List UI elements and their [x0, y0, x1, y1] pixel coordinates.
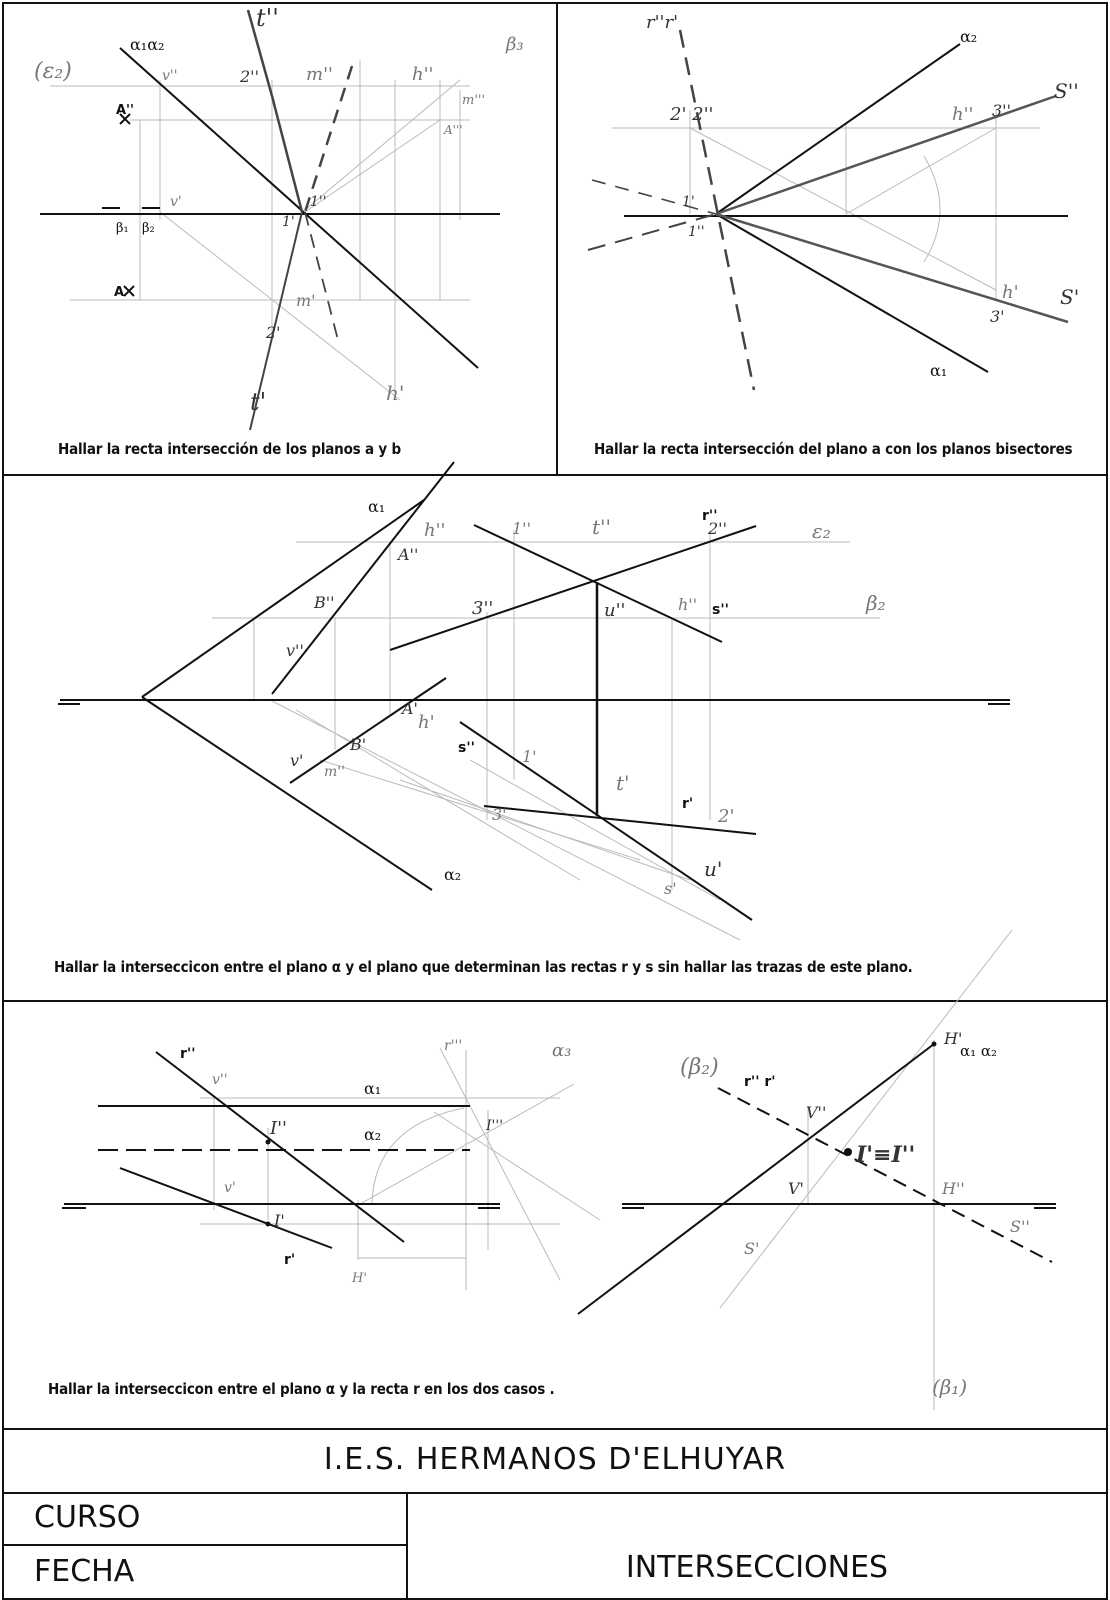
ex1-label-A3: A''': [444, 123, 463, 137]
ex1-label-p2a: 2'': [240, 67, 259, 86]
ex3-label-s1: s': [664, 879, 677, 898]
ex1-label-b1: β₁: [116, 221, 129, 236]
ex3-label-m: m'': [324, 764, 345, 780]
ex3-label-r1: r': [682, 796, 694, 812]
ex4-label-rr: r'' r': [744, 1074, 776, 1090]
ex3-label-t1: t': [616, 771, 630, 795]
ex3-label-p2a: 2'': [708, 519, 727, 538]
ex1-label-v2: v'': [162, 68, 178, 84]
ex2-label-a1: α₁: [930, 361, 948, 380]
ex4-label-v2: v'': [212, 1072, 228, 1088]
ex3-label-e2: ε₂: [812, 519, 831, 543]
ex1-label-h2: h'': [412, 64, 434, 85]
ex1-label-h1: h': [386, 381, 405, 405]
ex1-label-b2: β₂: [142, 221, 155, 236]
ex2-label-p1b: 1'': [688, 224, 705, 240]
ex1-label-p2b: 2': [266, 323, 281, 342]
ex3-label-b2: β₂: [866, 591, 886, 615]
ex2-label-r: r''r': [646, 12, 679, 33]
ex3-label-u2: u'': [604, 600, 626, 621]
curso-label: CURSO: [34, 1500, 141, 1535]
ex3-label-h2: h'': [424, 520, 446, 541]
ex2-label-s1: S': [1060, 285, 1080, 309]
ex4-label-r1: r': [284, 1252, 296, 1268]
ex1-label-p1a: 1'': [310, 194, 327, 210]
ex2-label-h1: h': [1002, 282, 1019, 303]
ex4-label-I2: I'': [270, 1118, 288, 1139]
ex4-label-H1: H': [352, 1271, 367, 1286]
ex1-label-t2: t'': [256, 4, 279, 32]
ex4-label-s1: S': [744, 1239, 760, 1258]
ex1-label-m3: m''': [462, 93, 486, 108]
ex3-label-p1a: 1'': [512, 519, 531, 538]
ex2-label-a2: α₂: [960, 27, 978, 46]
ex3-label-t2: t'': [592, 515, 612, 539]
ex4-label-a3: α₃: [552, 1040, 572, 1061]
ex2-label-s2: S'': [1054, 79, 1079, 103]
ex1-label-v1: v': [170, 194, 182, 210]
ex4-label-Hp: H': [944, 1029, 963, 1048]
ex3-label-h1: h': [418, 712, 435, 733]
ex3-label-A1: A': [402, 699, 418, 718]
ex2-label-p3b: 3': [990, 307, 1005, 326]
school-name: I.E.S. HERMANOS D'ELHUYAR: [323, 1442, 787, 1477]
ex3-label-p3b: 3': [492, 805, 507, 824]
ex1-label-m2: m'': [306, 64, 333, 85]
ex3-label-a2: α₂: [444, 865, 462, 884]
ex4-label-I3: I''': [486, 1118, 504, 1134]
ex4-label-H2: H'': [942, 1179, 965, 1198]
ex4-label-v1: v': [224, 1180, 236, 1196]
ex3-label-B2: B'': [314, 593, 335, 612]
ex3-label-s2: s'': [712, 602, 729, 618]
ex3-label-r2: r'': [702, 508, 718, 524]
ex3-label-p1b: 1': [522, 747, 537, 766]
ex3-label-A2: A'': [398, 545, 419, 564]
ex3-label-h2b: h'': [678, 595, 698, 614]
fecha-label: FECHA: [34, 1554, 135, 1589]
ex3-label-v2: v'': [286, 641, 304, 660]
ex2-label-h2: h'': [952, 104, 974, 125]
ex3-label-s2b: s'': [458, 740, 475, 756]
ex3-label-v1: v': [290, 751, 304, 770]
ex2-label-p3a: 3'': [992, 101, 1011, 120]
ex1-label-e2: (ε₂): [34, 59, 72, 84]
ex4-label-r2: r'': [180, 1046, 196, 1062]
ex4-label-r3: r''': [444, 1038, 463, 1054]
ex4-label-I1: I': [274, 1211, 285, 1230]
ex4-caption: Hallar la interseccicon entre el plano α y la recta r en los dos casos .: [48, 1380, 555, 1398]
ex1-label-p1b: 1': [282, 214, 295, 230]
ex4-label-a2: α₂: [364, 1125, 382, 1144]
ex3-label-p2b: 2': [718, 806, 735, 827]
ex1-label-b3: β₃: [506, 34, 524, 55]
ex3-label-p3a: 3'': [472, 598, 494, 619]
ex1-label-a1a2: α₁α₂: [130, 35, 165, 54]
ex4-label-a1: α₁: [364, 1079, 382, 1098]
ex4-label-vv2: V'': [806, 1103, 827, 1122]
ex2-label-p2: 2' 2'': [670, 104, 714, 125]
ex2-label-p1a: 1': [682, 194, 695, 210]
ex3-label-u1: u': [704, 857, 723, 881]
ex1-label-A2: A'': [116, 103, 135, 118]
ex4-label-s2: S'': [1010, 1217, 1030, 1236]
ex3-caption: Hallar la interseccicon entre el plano α y el plano que determinan las rectas r y s sin hallar las trazas de este plano.: [54, 958, 913, 976]
ex4-label-vv1: V': [788, 1179, 804, 1198]
ex3-label-B1: B': [350, 735, 367, 754]
ex4-label-b2: (β₂): [680, 1055, 719, 1080]
ex4-label-b1: (β₁): [932, 1375, 968, 1399]
ex1-label-A1: A: [114, 285, 125, 300]
ex3-label-a1: α₁: [368, 497, 386, 516]
ex2-caption: Hallar la recta intersección del plano a con los planos bisectores: [594, 440, 1073, 458]
ex4-label-II: I'≡I'': [856, 1142, 916, 1168]
ex1-label-t1: t': [250, 388, 267, 416]
ex4-label-a1a2: α₁ α₂: [960, 1042, 998, 1060]
ex1-label-m1: m': [296, 291, 316, 310]
sheet-title: INTERSECCIONES: [625, 1550, 889, 1585]
ex1-caption: Hallar la recta intersección de los planos a y b: [58, 440, 401, 458]
